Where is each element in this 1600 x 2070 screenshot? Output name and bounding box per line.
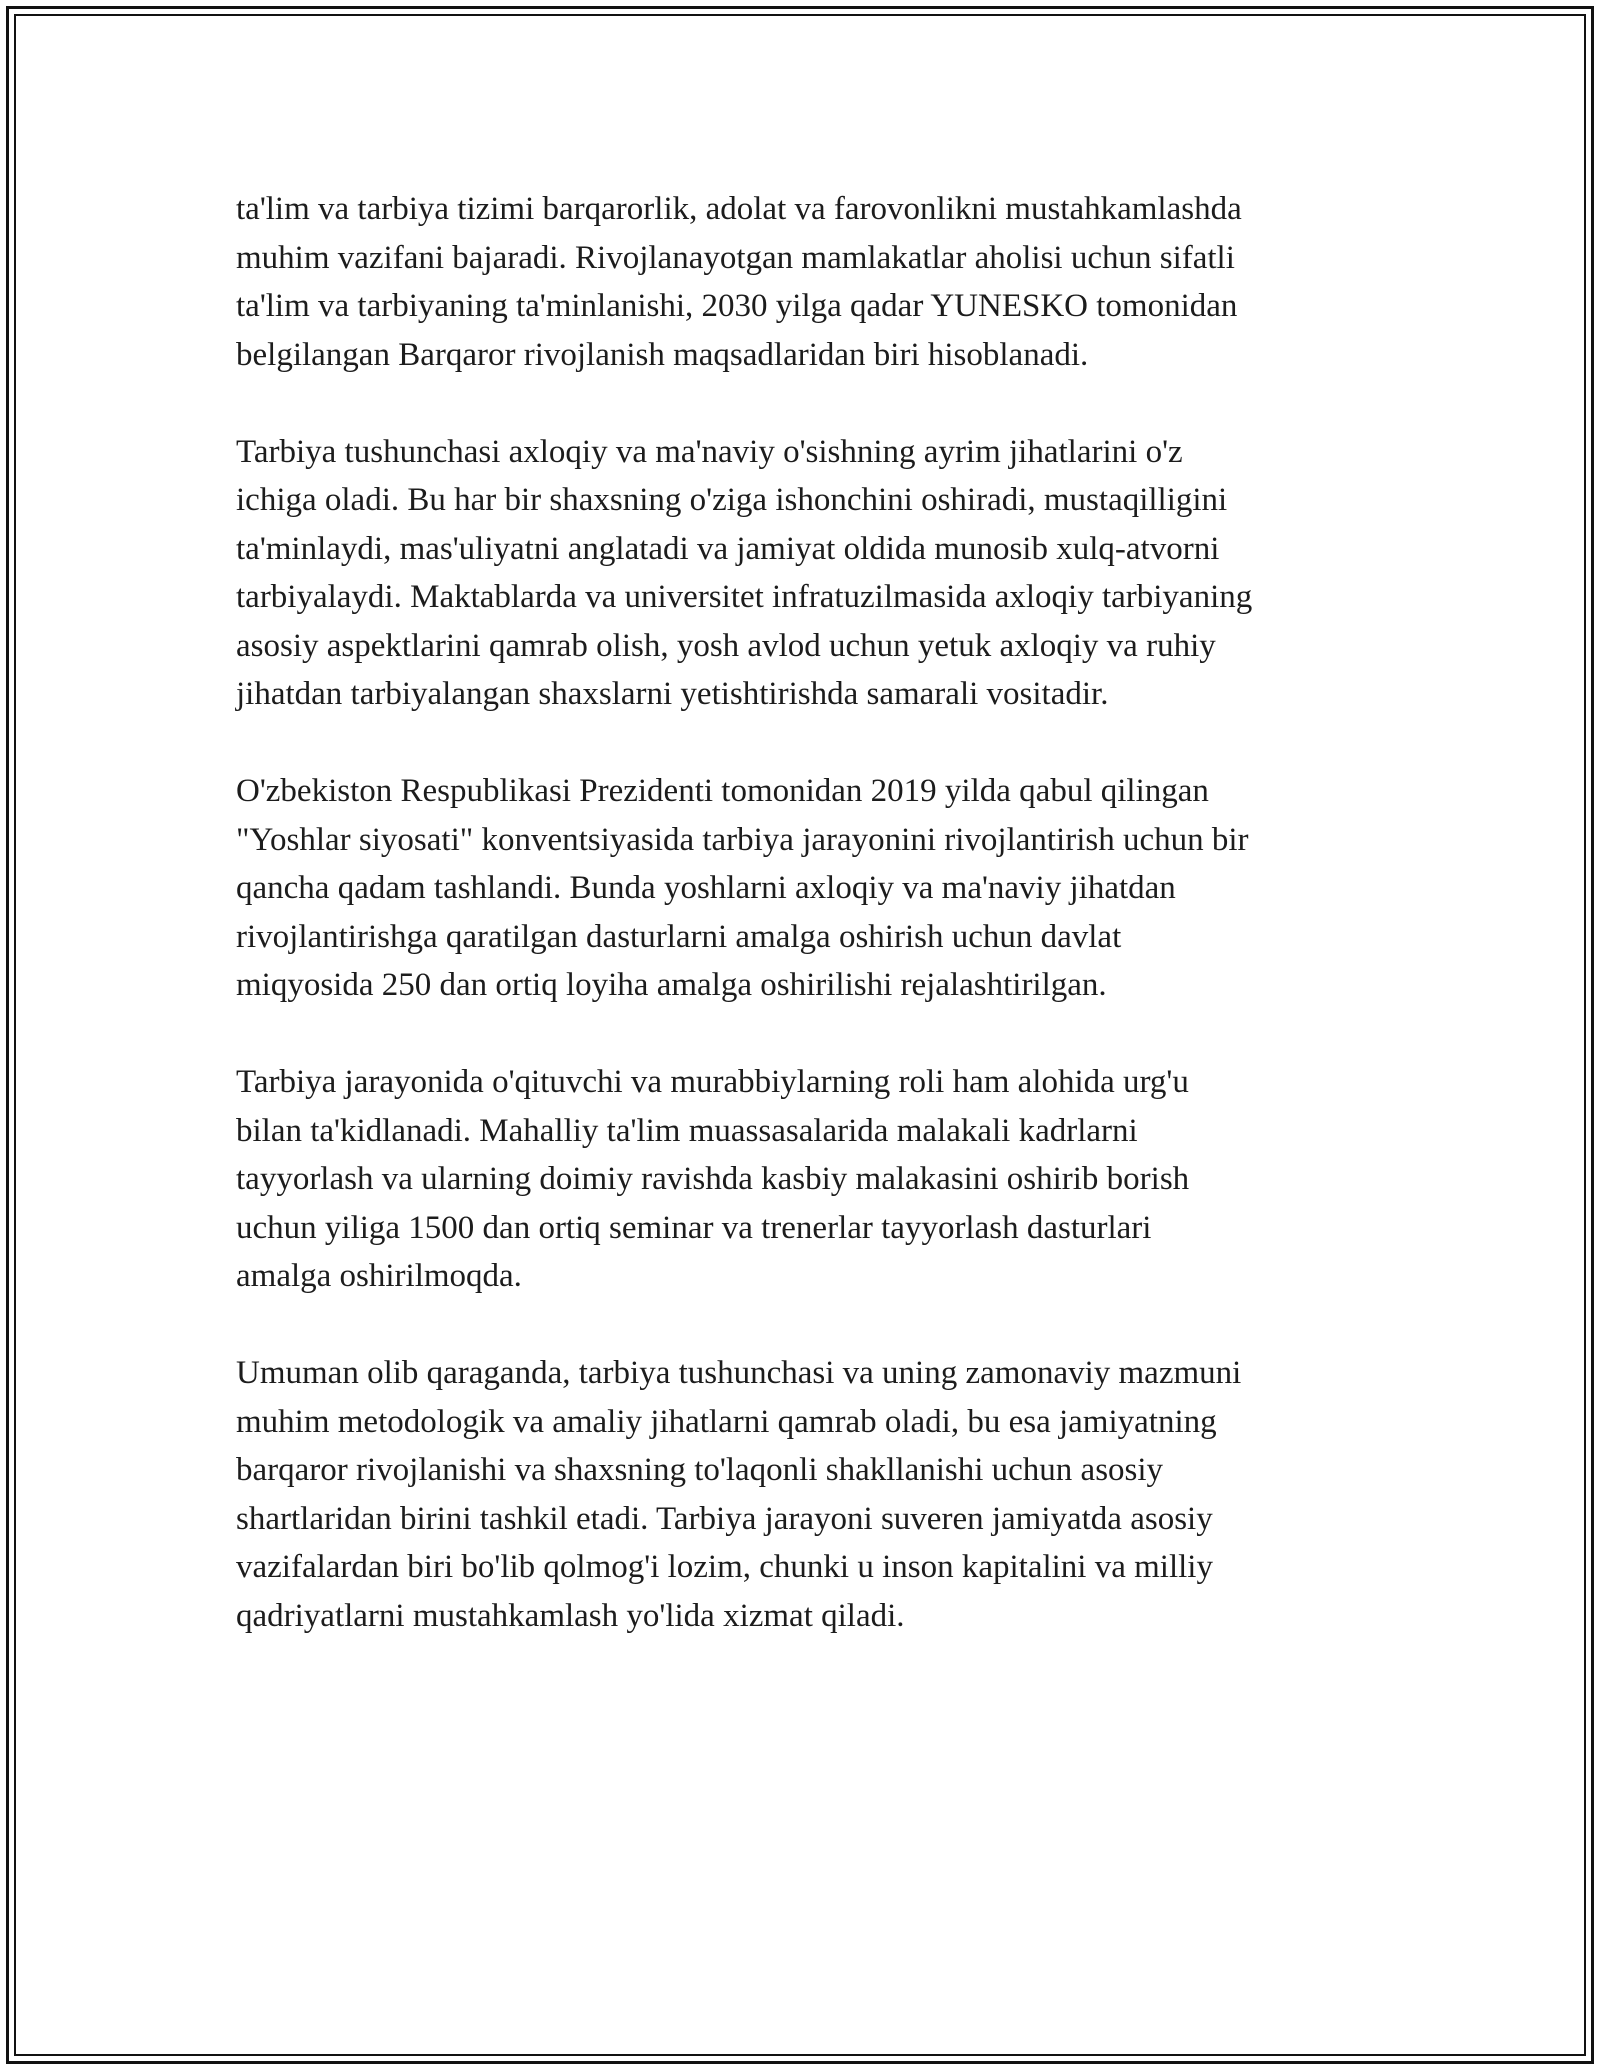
text-line: jihatdan tarbiyalangan shaxslarni yetishtirishda samarali vositadir. [236, 676, 1109, 712]
text-line: ta'minlaydi, mas'uliyatni anglatadi va jamiyat oldida munosib xulq-atvorni [236, 530, 1220, 567]
text-line: barqaror rivojlanishi va shaxsning to'laqonli shakllanishi uchun asosiy [236, 1452, 1164, 1488]
text-line: tarbiyalaydi. Maktablarda va universitet infratuzilmasida axloqiy tarbiyaning [236, 579, 1253, 615]
text-line: amalga oshirilmoqda. [236, 1258, 522, 1294]
text-line: shartlaridan birini tashkil etadi. Tarbiya jarayoni suveren jamiyatda asosiy [236, 1500, 1213, 1537]
text-line: Tarbiya jarayonida o'qituvchi va murabbiylarning roli ham alohida urg'u [236, 1064, 1189, 1100]
document-body [236, 185, 1376, 1689]
paragraph-4 [236, 1058, 1376, 1301]
text-line: muhim metodologik va amaliy jihatlarni qamrab oladi, bu esa jamiyatning [236, 1403, 1217, 1440]
text-line: uchun yiliga 1500 dan ortiq seminar va trenerlar tayyorlash dasturlari [236, 1209, 1152, 1246]
text-line: tayyorlash va ularning doimiy ravishda kasbiy malakasini oshirib borish [236, 1161, 1190, 1197]
text-line: miqyosida 250 dan ortiq loyiha amalga oshirilishi rejalashtirilgan. [236, 967, 1107, 1003]
text-line: ichiga oladi. Bu har bir shaxsning o'ziga ishonchini oshiradi, mustaqilligini [236, 482, 1228, 518]
text-line: muhim vazifani bajaradi. Rivojlanayotgan mamlakatlar aholisi uchun sifatli [236, 239, 1235, 276]
text-line: qancha qadam tashlandi. Bunda yoshlarni axloqiy va ma'naviy jihatdan [236, 870, 1176, 906]
text-line: asosiy aspektlarini qamrab olish, yosh avlod uchun yetuk axloqiy va ruhiy [236, 627, 1216, 664]
paragraph-3 [236, 767, 1376, 1010]
paragraph-5 [236, 1349, 1376, 1640]
text-line: vazifalardan biri bo'lib qolmog'i lozim, chunki u inson kapitalini va milliy [236, 1549, 1213, 1585]
text-line: "Yoshlar siyosati" konventsiyasida tarbiya jarayonini rivojlantirish uchun bir [236, 821, 1249, 858]
text-line: Umuman olib qaraganda, tarbiya tushunchasi va uning zamonaviy mazmuni [236, 1355, 1242, 1391]
paragraph-2 [236, 428, 1376, 719]
text-line: bilan ta'kidlanadi. Mahalliy ta'lim muassasalarida malakali kadrlarni [236, 1112, 1138, 1149]
paragraph-1 [236, 185, 1376, 379]
text-line: rivojlantirishga qaratilgan dasturlarni amalga oshirish uchun davlat [236, 918, 1122, 955]
text-line: qadriyatlarni mustahkamlash yo'lida xizmat qiladi. [236, 1597, 905, 1634]
text-line: ta'lim va tarbiyaning ta'minlanishi, 2030 yilga qadar YUNESKO tomonidan [236, 288, 1238, 324]
text-line: ta'lim va tarbiya tizimi barqarorlik, adolat va farovonlikni mustahkamlashda [236, 191, 1242, 227]
text-line: belgilangan Barqaror rivojlanish maqsadlaridan biri hisoblanadi. [236, 336, 1089, 373]
text-line: Tarbiya tushunchasi axloqiy va ma'naviy o'sishning ayrim jihatlarini o'z [236, 433, 1183, 470]
text-line: O'zbekiston Respublikasi Prezidenti tomonidan 2019 yilda qabul qilingan [236, 773, 1209, 809]
